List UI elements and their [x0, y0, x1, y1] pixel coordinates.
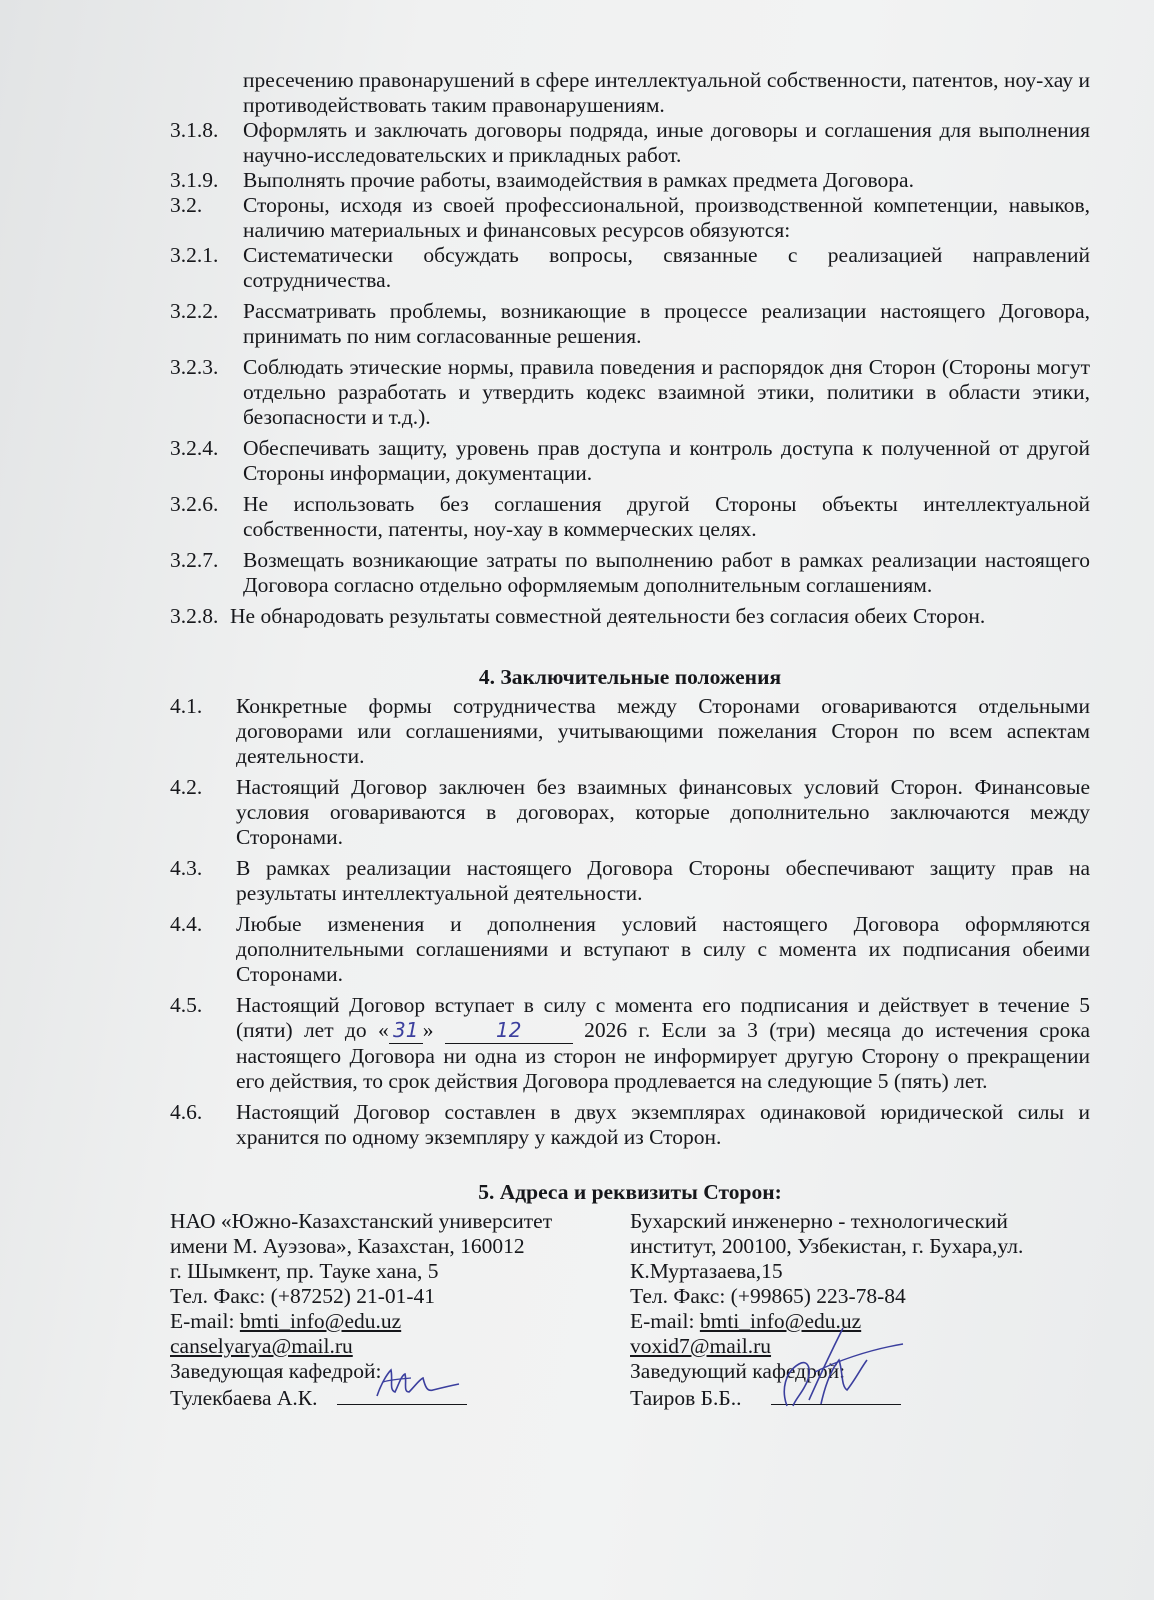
clause-4-6: [170, 1100, 1090, 1150]
date-month-field: [445, 1018, 573, 1044]
head-label: Заведующая кафедрой:: [170, 1359, 382, 1383]
clause-3-1-9: [170, 168, 1090, 193]
clause-number: 4.2.: [170, 775, 203, 799]
signature-right: [751, 1320, 921, 1410]
party-right-line: Бухарский инженерно - технологический: [630, 1209, 1008, 1233]
email-label: E-mail:: [630, 1309, 700, 1333]
party-right-line: институт, 200100, Узбекистан, г. Бухара,ул.: [630, 1234, 1024, 1258]
signature-line: [771, 1384, 901, 1405]
email-link[interactable]: voxid7@mail.ru: [630, 1334, 772, 1358]
head-name: Таиров Б.Б..: [630, 1386, 742, 1410]
clause-3-2: [170, 193, 1090, 243]
email-link[interactable]: canselyarya@mail.ru: [170, 1334, 353, 1358]
party-left-line: Тел. Факс: (+87252) 21-01-41: [170, 1284, 436, 1308]
clause-number: 3.2.4.: [170, 436, 219, 460]
clause-text: Стороны, исходя из своей профессиональной, производственной компетенции, навыков, наличию материальных и финансовых ресурсов обязуются:: [243, 193, 1090, 242]
party-left-line: г. Шымкент, пр. Тауке хана, 5: [170, 1259, 439, 1283]
email-label: E-mail:: [170, 1309, 240, 1333]
clause-number: 3.2.2.: [170, 299, 219, 323]
clause-text: Не использовать без соглашения другой Стороны объекты интеллектуальной собственности, патенты, ноу-хау в коммерческих целях.: [243, 492, 1090, 541]
signature-line: [337, 1384, 467, 1405]
clause-3-2-8: [170, 604, 1090, 629]
clause-text: Обеспечивать защиту, уровень прав доступа и контроль доступа к полученной от другой Стороны информации, документации.: [243, 436, 1090, 485]
clause-3-2-7: [170, 548, 1090, 598]
party-left-email2-row: [170, 1334, 610, 1359]
clause-text: Настоящий Договор составлен в двух экземплярах одинаковой юридической силы и хранится по одному экземпляру у каждой из Сторон.: [236, 1100, 1090, 1149]
document-body: [170, 68, 1090, 1411]
handwritten-month: 12: [496, 1018, 522, 1042]
handwritten-day: 31: [392, 1018, 419, 1042]
clause-number: 4.1.: [170, 694, 203, 718]
clause-number: 3.2.1.: [170, 243, 219, 267]
clause-text: Настоящий Договор заключен без взаимных финансовых условий Сторон. Финансовые условия оговариваются в договорах, которые дополнительно заключаются между Сторонами.: [236, 775, 1090, 849]
clause-number: 4.5.: [170, 993, 203, 1017]
clause-3-2-1: [170, 243, 1090, 293]
head-name: Тулекбаева А.К.: [170, 1386, 318, 1410]
email-link[interactable]: bmti_info@edu.uz: [699, 1309, 862, 1333]
section-4: [170, 694, 1090, 1150]
clause-text-a: Настоящий Договор вступает в силу с момента его подписания и действует в течение 5 (пяти) лет до «: [236, 993, 1090, 1042]
clause-text: Выполнять прочие работы, взаимодействия в рамках предмета Договора.: [243, 168, 914, 192]
clause-text: Оформлять и заключать договоры подряда, иные договоры и соглашения для выполнения научно-исследовательских и прикладных работ.: [243, 118, 1090, 167]
clause-text: Возмещать возникающие затраты по выполнению работ в рамках реализации настоящего Договора согласно отдельно оформляемым дополнительным соглашениям.: [243, 548, 1090, 597]
clause-number: 3.2.8.: [170, 604, 219, 628]
clause-4-3: [170, 856, 1090, 906]
clause-number: 4.4.: [170, 912, 203, 936]
party-left-line: имени М. Ауэзова», Казахстан, 160012: [170, 1234, 525, 1258]
clause-text: Систематически обсуждать вопросы, связанные с реализацией направлений сотрудничества.: [243, 243, 1090, 292]
party-right-line: Тел. Факс: (+99865) 223-78-84: [630, 1284, 906, 1308]
clause-3-2-3: [170, 355, 1090, 430]
clause-text: Конкретные формы сотрудничества между Сторонами оговариваются отдельными договорами или соглашениями, учитывающими пожелания Сторон по всем аспектам деятельности.: [236, 694, 1090, 768]
clause-text-b: »: [422, 1018, 445, 1042]
clause-4-1: [170, 694, 1090, 769]
clause-3-2-4: [170, 436, 1090, 486]
section-5-title: 5. Адреса и реквизиты Сторон:: [478, 1180, 782, 1204]
head-signature-row: [630, 1384, 1070, 1411]
clause-text: Не обнародовать результаты совместной деятельности без согласия обеих Сторон.: [230, 604, 986, 628]
party-left-email-row: [170, 1309, 610, 1334]
date-day-field: [389, 1018, 423, 1044]
clause-3-1-8: [170, 118, 1090, 168]
email-link[interactable]: bmti_info@edu.uz: [239, 1309, 402, 1333]
clause-number: 3.2.: [170, 193, 203, 217]
party-left: [170, 1209, 610, 1411]
clause-text: В рамках реализации настоящего Договора Стороны обеспечивают защиту прав на результаты интеллектуальной деятельности.: [236, 856, 1090, 905]
party-right: [630, 1209, 1070, 1411]
clause-4-4: [170, 912, 1090, 987]
party-left-line: НАО «Южно-Казахстанский университет: [170, 1209, 553, 1233]
clause-4-2: [170, 775, 1090, 850]
clause-number: 3.1.8.: [170, 118, 219, 142]
clause-4-5: [170, 993, 1090, 1094]
clause-number: 4.6.: [170, 1100, 203, 1124]
clause-text-c: 2026 г. Если за 3 (три) месяца до истечения срока настоящего Договора ни одна из сторон не информирует другую Сторону о прекращении его действия, то срок действия Договора продлевается на следующие 5 (пять) лет.: [236, 1018, 1090, 1093]
clause-text: Рассматривать проблемы, возникающие в процессе реализации настоящего Договора, принимать по ним согласованные решения.: [243, 299, 1090, 348]
clause-number: 3.2.3.: [170, 355, 219, 379]
head-label: Заведующий кафедрой:: [630, 1359, 846, 1383]
section-4-title: 4. Заключительные положения: [478, 665, 782, 689]
parties-details: [170, 1209, 1090, 1411]
paragraph-continuation: пресечению правонарушений в сфере интеллектуальной собственности, патентов, ноу-хау и противодействовать таким правонарушениям.: [243, 68, 1090, 117]
party-right-line: К.Муртазаева,15: [630, 1259, 783, 1283]
clause-3-2-2: [170, 299, 1090, 349]
head-signature-row: [170, 1384, 610, 1411]
signature-left: [337, 1362, 467, 1402]
clause-number: 4.3.: [170, 856, 203, 880]
clause-number: 3.1.9.: [170, 168, 219, 192]
clause-3-2-6: [170, 492, 1090, 542]
clause-text: Соблюдать этические нормы, правила поведения и распорядок дня Сторон (Стороны могут отдельно разработать и утвердить кодекс взаимной этики, политики в области этики, безопасности и т.д.).: [243, 355, 1090, 429]
clause-number: 3.2.6.: [170, 492, 219, 516]
clause-text: Любые изменения и дополнения условий настоящего Договора оформляются дополнительными соглашениями и вступают в силу с момента их подписания обеими Сторонами.: [236, 912, 1090, 986]
clause-number: 3.2.7.: [170, 548, 219, 572]
